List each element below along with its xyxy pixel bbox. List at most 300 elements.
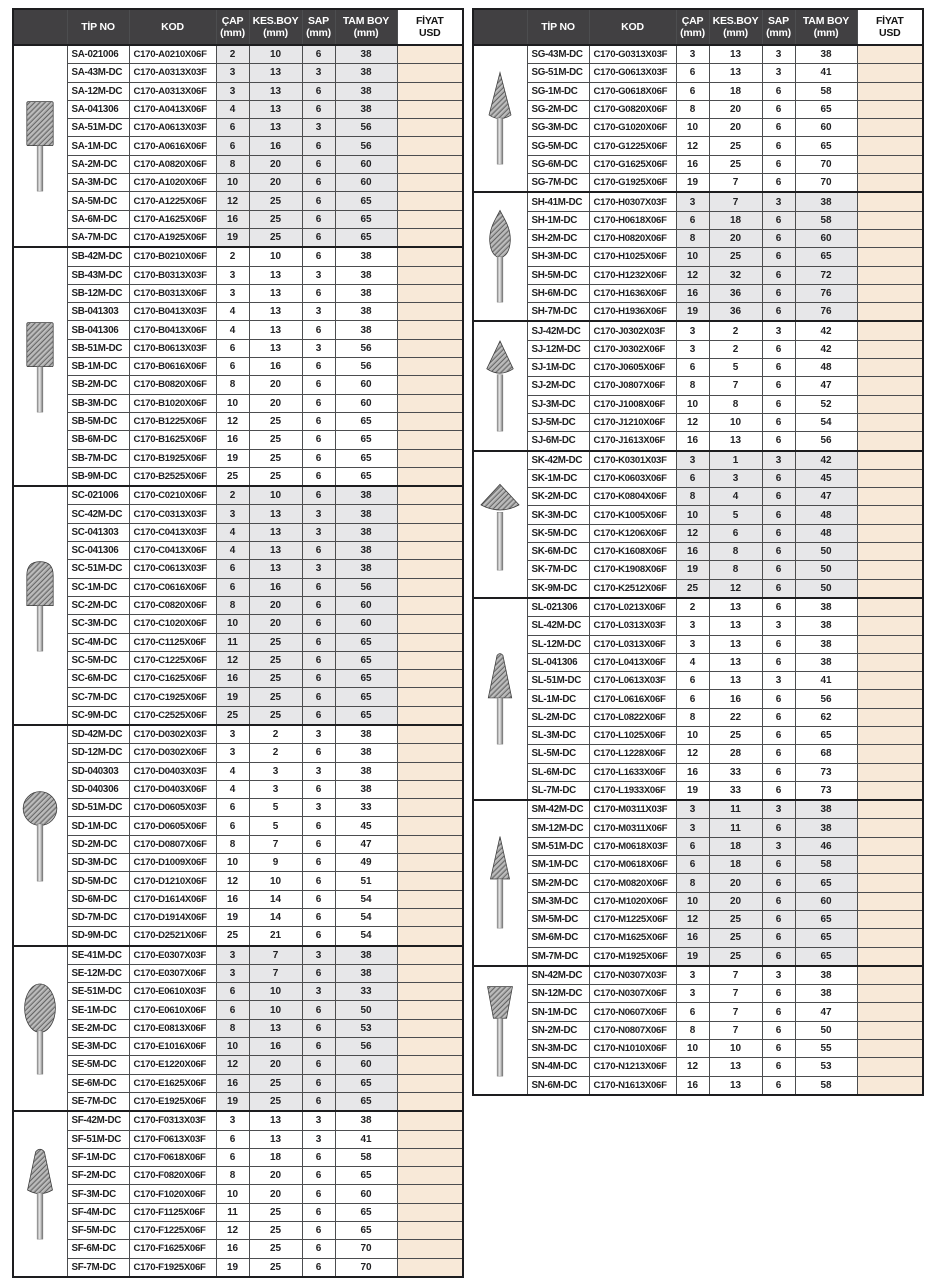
cell-kod: C170-H1025X06F: [589, 248, 676, 266]
cell-sap: 6: [762, 985, 795, 1003]
cell-kes: 11: [709, 819, 762, 837]
table-row: [473, 856, 923, 874]
cell-cap: 16: [676, 763, 709, 781]
cell-cap: 6: [216, 799, 249, 817]
cell-kod: C170-F0313X03F: [129, 1111, 216, 1130]
cell-tam: 70: [335, 1240, 397, 1258]
table-row: [13, 1167, 463, 1185]
burr-shape-icon: [478, 209, 522, 304]
cell-kes: 25: [709, 947, 762, 966]
table-row: [473, 579, 923, 598]
cell-tam: 38: [335, 266, 397, 284]
cell-kod: C170-J0807X06F: [589, 377, 676, 395]
cell-kes: 20: [249, 394, 302, 412]
cell-tam: 73: [795, 781, 857, 800]
column-header-image: [13, 9, 67, 45]
cell-price-empty: [857, 819, 923, 837]
cell-price-empty: [397, 817, 463, 835]
cell-price-empty: [857, 395, 923, 413]
cell-cap: 12: [676, 745, 709, 763]
table-row: [13, 908, 463, 926]
table-row: [473, 137, 923, 155]
cell-kes: 13: [249, 266, 302, 284]
cell-cap: 16: [216, 1240, 249, 1258]
table-row: [473, 690, 923, 708]
cell-kod: C170-L0613X03F: [589, 672, 676, 690]
cell-tam: 65: [795, 248, 857, 266]
cell-cap: 16: [676, 284, 709, 302]
cell-price-empty: [397, 983, 463, 1001]
cell-kes: 3: [249, 780, 302, 798]
cell-tam: 56: [335, 1038, 397, 1056]
cell-kes: 16: [249, 1038, 302, 1056]
cell-kes: 20: [249, 615, 302, 633]
cell-tip: SF-42M-DC: [67, 1111, 129, 1130]
cell-tam: 38: [335, 560, 397, 578]
column-label: SAP: [308, 14, 329, 27]
cell-tam: 47: [795, 488, 857, 506]
cell-sap: 3: [302, 762, 335, 780]
cell-sap: 6: [762, 781, 795, 800]
cell-price-empty: [857, 617, 923, 635]
cell-cap: 3: [676, 451, 709, 470]
cell-kes: 25: [249, 467, 302, 486]
cell-cap: 6: [676, 82, 709, 100]
cell-tam: 65: [335, 449, 397, 467]
cell-kod: C170-N1613X06F: [589, 1076, 676, 1095]
table-row: [13, 964, 463, 982]
cell-price-empty: [397, 890, 463, 908]
cell-sap: 6: [762, 892, 795, 910]
cell-sap: 6: [762, 690, 795, 708]
cell-kes: 25: [249, 192, 302, 210]
cell-cap: 8: [216, 376, 249, 394]
cell-tam: 38: [795, 617, 857, 635]
cell-cap: 4: [216, 321, 249, 339]
cell-tip: SB-3M-DC: [67, 394, 129, 412]
cell-tam: 38: [795, 635, 857, 653]
cell-price-empty: [857, 1003, 923, 1021]
cell-tam: 65: [335, 1222, 397, 1240]
cell-sap: 6: [302, 431, 335, 449]
column-header-tam: [335, 9, 397, 45]
cell-kod: C170-G0820X06F: [589, 100, 676, 118]
cell-tip: SF-7M-DC: [67, 1258, 129, 1277]
cell-cap: 4: [216, 762, 249, 780]
cell-tip: SC-041306: [67, 542, 129, 560]
cell-cap: 6: [676, 856, 709, 874]
cell-sap: 6: [762, 413, 795, 431]
cell-tam: 56: [335, 358, 397, 376]
cell-sap: 6: [762, 1076, 795, 1095]
cell-kes: 36: [709, 303, 762, 322]
table-row: [13, 670, 463, 688]
cell-sap: 6: [302, 210, 335, 228]
cell-price-empty: [857, 119, 923, 137]
cell-tip: SB-5M-DC: [67, 412, 129, 430]
cell-price-empty: [857, 910, 923, 928]
cell-tip: SD-3M-DC: [67, 854, 129, 872]
table-row: [13, 523, 463, 541]
cell-price-empty: [857, 451, 923, 470]
cell-cap: 8: [676, 708, 709, 726]
cell-price-empty: [857, 248, 923, 266]
column-unit: (mm): [813, 27, 839, 39]
cell-tam: 50: [795, 561, 857, 579]
cell-kod: C170-B1020X06F: [129, 394, 216, 412]
cell-tam: 38: [335, 1111, 397, 1130]
cell-tip: SL-2M-DC: [527, 708, 589, 726]
cell-price-empty: [857, 653, 923, 671]
cell-kes: 25: [249, 228, 302, 247]
cell-sap: 6: [762, 635, 795, 653]
cell-price-empty: [397, 45, 463, 64]
cell-kes: 7: [249, 835, 302, 853]
cell-tip: SL-7M-DC: [527, 781, 589, 800]
cell-cap: 10: [676, 395, 709, 413]
cell-kes: 16: [249, 137, 302, 155]
cell-price-empty: [857, 192, 923, 211]
product-table-right: [472, 8, 924, 1096]
cell-tip: SN-6M-DC: [527, 1076, 589, 1095]
cell-sap: 6: [302, 284, 335, 302]
cell-sap: 6: [762, 947, 795, 966]
cell-sap: 3: [302, 1130, 335, 1148]
column-unit: USD: [418, 27, 441, 39]
cell-kes: 20: [249, 174, 302, 192]
cell-kes: 10: [249, 247, 302, 266]
cell-tam: 76: [795, 284, 857, 302]
cell-cap: 19: [216, 908, 249, 926]
table-row: [13, 799, 463, 817]
cell-kes: 13: [249, 284, 302, 302]
cell-tip: SB-51M-DC: [67, 339, 129, 357]
cell-cap: 8: [216, 835, 249, 853]
cell-price-empty: [397, 412, 463, 430]
cell-tam: 65: [335, 228, 397, 247]
cell-kod: C170-D0605X03F: [129, 799, 216, 817]
cell-kes: 13: [249, 339, 302, 357]
cell-cap: 3: [676, 192, 709, 211]
burr-photo-taper-radius: [473, 598, 527, 800]
cell-tam: 51: [335, 872, 397, 890]
table-row: [473, 451, 923, 470]
cell-tam: 65: [795, 929, 857, 947]
cell-sap: 6: [762, 1058, 795, 1076]
cell-cap: 12: [216, 412, 249, 430]
cell-tam: 41: [795, 64, 857, 82]
cell-tam: 33: [335, 799, 397, 817]
cell-tip: SL-42M-DC: [527, 617, 589, 635]
cell-kes: 13: [709, 1076, 762, 1095]
cell-kes: 4: [709, 488, 762, 506]
cell-cap: 19: [676, 561, 709, 579]
cell-sap: 6: [762, 708, 795, 726]
table-row: [473, 192, 923, 211]
cell-kod: C170-K1908X06F: [589, 561, 676, 579]
table-row: [13, 321, 463, 339]
cell-price-empty: [857, 1076, 923, 1095]
cell-cap: 6: [676, 64, 709, 82]
cell-sap: 6: [302, 1056, 335, 1074]
cell-tam: 47: [335, 835, 397, 853]
cell-cap: 19: [676, 174, 709, 193]
cell-tip: SB-9M-DC: [67, 467, 129, 486]
table-row: [473, 413, 923, 431]
cell-kod: C170-M1925X06F: [589, 947, 676, 966]
cell-sap: 6: [302, 1185, 335, 1203]
cell-price-empty: [397, 1240, 463, 1258]
cell-sap: 6: [762, 598, 795, 617]
cell-cap: 8: [676, 377, 709, 395]
table-row: [13, 1185, 463, 1203]
cell-kod: C170-B0820X06F: [129, 376, 216, 394]
cell-kes: 13: [709, 64, 762, 82]
cell-kod: C170-B0413X03F: [129, 303, 216, 321]
table-row: [473, 284, 923, 302]
cell-sap: 3: [762, 617, 795, 635]
table-row: [13, 228, 463, 247]
burr-photo-inverted-cone: [473, 966, 527, 1095]
cell-cap: 3: [216, 946, 249, 965]
cell-cap: 4: [216, 100, 249, 118]
cell-cap: 25: [216, 467, 249, 486]
cell-price-empty: [397, 688, 463, 706]
cell-sap: 6: [302, 100, 335, 118]
cell-tam: 65: [335, 1074, 397, 1092]
cell-kod: C170-D1914X06F: [129, 908, 216, 926]
cell-kod: C170-D1009X06F: [129, 854, 216, 872]
cell-kod: C170-M0618X06F: [589, 856, 676, 874]
cell-price-empty: [397, 303, 463, 321]
cell-sap: 6: [302, 651, 335, 669]
column-unit: (mm): [353, 27, 379, 39]
cell-cap: 6: [676, 672, 709, 690]
cell-kes: 22: [709, 708, 762, 726]
cell-kod: C170-J1008X06F: [589, 395, 676, 413]
cell-price-empty: [857, 155, 923, 173]
cell-tam: 65: [335, 412, 397, 430]
cell-price-empty: [397, 467, 463, 486]
cell-kes: 10: [249, 45, 302, 64]
cell-kod: C170-J0302X06F: [589, 340, 676, 358]
cell-tam: 60: [335, 394, 397, 412]
cell-kes: 2: [249, 725, 302, 744]
cell-tip: SB-12M-DC: [67, 284, 129, 302]
table-row: [473, 985, 923, 1003]
cell-price-empty: [397, 228, 463, 247]
cell-tip: SG-7M-DC: [527, 174, 589, 193]
cell-cap: 3: [216, 964, 249, 982]
cell-cap: 10: [216, 854, 249, 872]
cell-tam: 65: [335, 210, 397, 228]
cell-tip: SC-2M-DC: [67, 596, 129, 614]
cell-cap: 16: [216, 1074, 249, 1092]
cell-cap: 6: [216, 1001, 249, 1019]
cell-cap: 12: [216, 192, 249, 210]
burr-photo-flame: [473, 192, 527, 321]
cell-kod: C170-G1925X06F: [589, 174, 676, 193]
cell-sap: 6: [762, 506, 795, 524]
cell-price-empty: [397, 486, 463, 505]
cell-tip: SH-2M-DC: [527, 229, 589, 247]
cell-cap: 3: [676, 340, 709, 358]
cell-kes: 13: [249, 303, 302, 321]
cell-tam: 38: [795, 598, 857, 617]
cell-tip: SL-3M-DC: [527, 726, 589, 744]
table-row: [13, 651, 463, 669]
cell-kes: 25: [249, 1074, 302, 1092]
cell-kod: C170-A0313X06F: [129, 82, 216, 100]
table-row: [473, 119, 923, 137]
cell-price-empty: [397, 358, 463, 376]
cell-tip: SC-6M-DC: [67, 670, 129, 688]
cell-kod: C170-M1020X06F: [589, 892, 676, 910]
column-header-fiyat: [857, 9, 923, 45]
cell-tip: SF-51M-DC: [67, 1130, 129, 1148]
cell-sap: 6: [762, 137, 795, 155]
cell-kod: C170-D0302X03F: [129, 725, 216, 744]
cell-cap: 19: [216, 1258, 249, 1277]
cell-kod: C170-K1206X06F: [589, 524, 676, 542]
cell-tip: SH-41M-DC: [527, 192, 589, 211]
cell-kod: C170-K1608X06F: [589, 543, 676, 561]
cell-tam: 65: [795, 874, 857, 892]
cell-tip: SL-12M-DC: [527, 635, 589, 653]
cell-cap: 2: [216, 45, 249, 64]
cell-tip: SD-6M-DC: [67, 890, 129, 908]
cell-cap: 2: [216, 247, 249, 266]
cell-kod: C170-K1005X06F: [589, 506, 676, 524]
column-header-cap: [676, 9, 709, 45]
cell-kes: 18: [249, 1148, 302, 1166]
cell-kod: C170-L0313X06F: [589, 635, 676, 653]
table-row: [473, 635, 923, 653]
cell-cap: 3: [216, 64, 249, 82]
cell-cap: 16: [216, 670, 249, 688]
cell-price-empty: [397, 780, 463, 798]
cell-tam: 38: [335, 725, 397, 744]
cell-tip: SD-7M-DC: [67, 908, 129, 926]
column-label: KES.BOY: [712, 14, 759, 27]
cell-price-empty: [397, 799, 463, 817]
cell-kod: C170-C1125X06F: [129, 633, 216, 651]
table-row: [473, 598, 923, 617]
cell-cap: 6: [676, 837, 709, 855]
cell-kod: C170-H0820X06F: [589, 229, 676, 247]
cell-sap: 3: [762, 64, 795, 82]
cell-kes: 10: [249, 983, 302, 1001]
cell-kod: C170-F0618X06F: [129, 1148, 216, 1166]
cell-tip: SC-42M-DC: [67, 505, 129, 523]
cell-kod: C170-N0307X03F: [589, 966, 676, 985]
cell-tip: SF-4M-DC: [67, 1203, 129, 1221]
cell-kod: C170-A0616X06F: [129, 137, 216, 155]
cell-cap: 4: [676, 653, 709, 671]
table-row: [13, 394, 463, 412]
table-row: [13, 82, 463, 100]
table-row: [13, 1240, 463, 1258]
cell-cap: 6: [676, 359, 709, 377]
cell-sap: 6: [302, 908, 335, 926]
cell-kes: 3: [709, 469, 762, 487]
cell-cap: 25: [216, 706, 249, 725]
cell-kod: C170-N1010X06F: [589, 1040, 676, 1058]
column-header-sap: [302, 9, 335, 45]
column-unit: (mm): [263, 27, 288, 39]
product-table-left: [12, 8, 464, 1278]
cell-tam: 60: [335, 174, 397, 192]
cell-tam: 58: [795, 1076, 857, 1095]
cell-tam: 65: [795, 726, 857, 744]
table-row: [13, 1074, 463, 1092]
table-row: [473, 837, 923, 855]
cell-sap: 6: [302, 706, 335, 725]
cell-tip: SB-041306: [67, 321, 129, 339]
cell-price-empty: [397, 1056, 463, 1074]
cell-kes: 25: [249, 651, 302, 669]
table-row: [13, 725, 463, 744]
cell-kod: C170-B1625X06F: [129, 431, 216, 449]
cell-tam: 60: [335, 376, 397, 394]
cell-tam: 65: [335, 1092, 397, 1111]
column-header-image: [473, 9, 527, 45]
cell-price-empty: [397, 1001, 463, 1019]
table-row: [473, 617, 923, 635]
table-row: [473, 506, 923, 524]
cell-kes: 25: [709, 929, 762, 947]
cell-sap: 6: [302, 615, 335, 633]
cell-tip: SK-3M-DC: [527, 506, 589, 524]
cell-kod: C170-L0413X06F: [589, 653, 676, 671]
cell-kod: C170-L1228X06F: [589, 745, 676, 763]
cell-kod: C170-L1933X06F: [589, 781, 676, 800]
cell-sap: 3: [762, 837, 795, 855]
cell-tip: SG-5M-DC: [527, 137, 589, 155]
cell-kod: C170-D0302X06F: [129, 744, 216, 762]
cell-price-empty: [857, 64, 923, 82]
cell-kes: 36: [709, 284, 762, 302]
cell-kod: C170-G0313X03F: [589, 45, 676, 64]
cell-kes: 25: [249, 1222, 302, 1240]
cell-tip: SK-7M-DC: [527, 561, 589, 579]
cell-price-empty: [857, 506, 923, 524]
cell-tip: SC-51M-DC: [67, 560, 129, 578]
cell-tip: SF-1M-DC: [67, 1148, 129, 1166]
cell-price-empty: [857, 726, 923, 744]
burr-photo-cylinder-radius: [13, 486, 67, 725]
header-row: [473, 9, 923, 45]
cell-sap: 3: [302, 266, 335, 284]
column-label: KES.BOY: [252, 14, 299, 27]
table-row: [13, 412, 463, 430]
cell-kes: 13: [249, 321, 302, 339]
cell-tip: SE-6M-DC: [67, 1074, 129, 1092]
cell-kod: C170-D1210X06F: [129, 872, 216, 890]
cell-tam: 58: [795, 211, 857, 229]
table-row: [13, 119, 463, 137]
cell-kes: 2: [249, 744, 302, 762]
cell-tam: 65: [795, 137, 857, 155]
cell-tip: SJ-42M-DC: [527, 321, 589, 340]
cell-tip: SG-1M-DC: [527, 82, 589, 100]
table-row: [473, 340, 923, 358]
cell-tip: SC-5M-DC: [67, 651, 129, 669]
cell-tam: 60: [335, 615, 397, 633]
cell-tip: SD-42M-DC: [67, 725, 129, 744]
cell-price-empty: [397, 1038, 463, 1056]
table-row: [13, 1038, 463, 1056]
